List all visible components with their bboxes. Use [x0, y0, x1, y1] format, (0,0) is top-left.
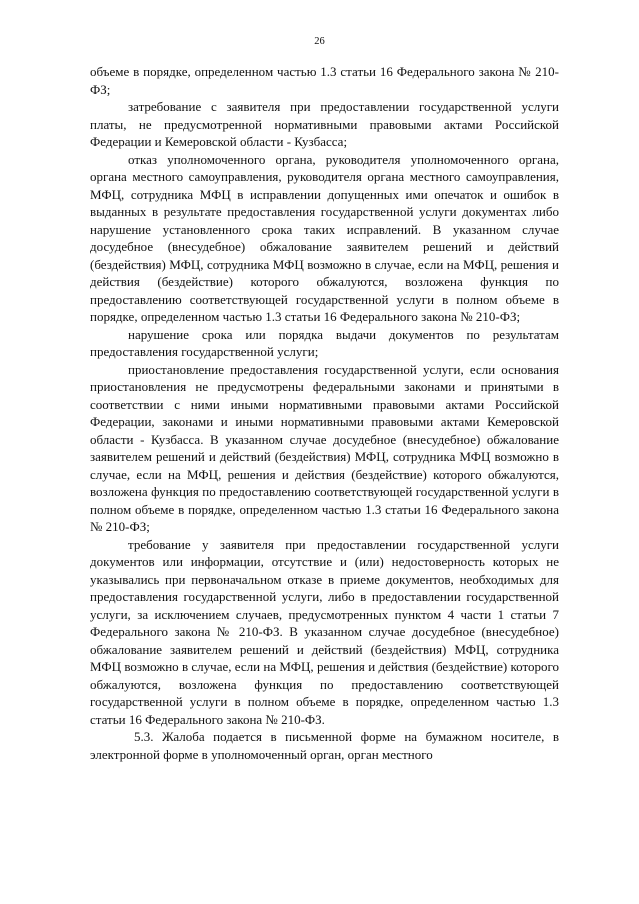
paragraph-refusal-correction: отказ уполномоченного органа, руководителя уполномоченного органа, органа местного самоуправления, руководителя органа местного самоуправления, МФЦ, сотрудника МФЦ в исправлении допущенных ими опечаток и ошибок в выданных в результате предоставления государственной услуги документах либо нарушение установленного срока таких исправлений. В указанном случае досудебное (внесудебное) обжалование заявителем решений и действий (бездействия) МФЦ, сотрудника МФЦ возможно в случае, если на МФЦ, решения и действия (бездействие) которого обжалуются, возложена функция по предоставлению соответствующей государственной услуги в полном объеме в порядке, определенном частью 1.3 статьи 16 Федерального закона № 210-ФЗ; — [90, 151, 559, 324]
paragraph-document-demand: требование у заявителя при предоставлении государственной услуги документов или информации, отсутствие и (или) недостоверность которых не указывались при первоначальном отказе в приеме документов, необходимых для предоставления государственной услуги, либо в предоставлении государственной услуги, за исключением случаев, предусмотренных пунктом 4 части 1 статьи 7 Федерального закона № 210-ФЗ. В указанном случае досудебное (внесудебное) обжалование заявителем решений и действий (бездействия) МФЦ, сотрудника МФЦ возможно в случае, если на МФЦ, решения и действия (бездействие) которого обжалуются, возложена функция по предоставлению соответствующей государственной услуги в полном объеме в порядке, определенном частью 1.3 статьи 16 Федерального закона № 210-ФЗ. — [90, 536, 559, 727]
page-number: 26 — [314, 36, 325, 47]
paragraph-continuation: объеме в порядке, определенном частью 1.3 статьи 16 Федерального закона № 210-ФЗ; — [90, 64, 559, 97]
body-text — [90, 63, 559, 763]
paragraph-fee-requirement: затребование с заявителя при предоставлении государственной услуги платы, не предусмотренной нормативными правовыми актами Российской Федерации и Кемеровской области - Кузбасса; — [90, 99, 559, 149]
paragraph-deadline-violation: нарушение срока или порядка выдачи документов по результатам предоставления государственной услуги; — [90, 326, 559, 359]
paragraph-5-3: 5.3. Жалоба подается в письменной форме на бумажном носителе, в электронной форме в уполномоченный орган, орган местного — [90, 729, 559, 762]
paragraph-suspension: приостановление предоставления государственной услуги, если основания приостановления не предусмотрены федеральными законами и принятыми в соответствии с ними иными нормативными правовыми актами Российской Федерации, законами и иными нормативными правовыми актами Кемеровской области - Кузбасса. В указанном случае досудебное (внесудебное) обжалование заявителем решений и действий (бездействия) МФЦ, сотрудника МФЦ возможно в случае, если на МФЦ, решения и действия (бездействие) которого обжалуются, возложена функция по предоставлению соответствующей государственной услуги в полном объеме в порядке, определенном частью 1.3 статьи 16 Федерального закона № 210-ФЗ; — [90, 361, 559, 534]
